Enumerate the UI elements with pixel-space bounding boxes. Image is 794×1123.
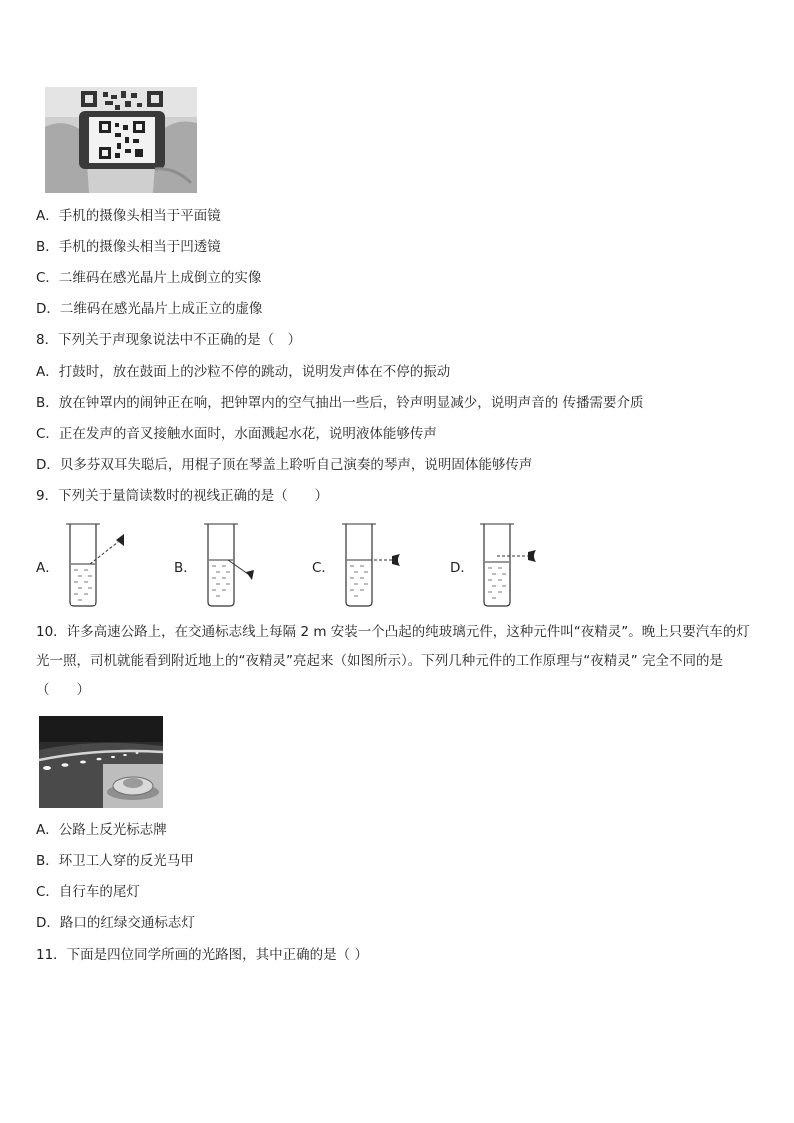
q9-option-b-label: B． (174, 560, 197, 576)
q10-option-b[interactable]: B．环卫工人穿的反光马甲 (36, 853, 194, 869)
q9-option-c[interactable] (312, 520, 442, 610)
q9-option-d[interactable] (450, 520, 580, 610)
night-road-photo (39, 716, 163, 808)
q9-stem: 9．下列关于量筒读数时的视线正确的是（ ） (36, 488, 329, 504)
q9-option-d-label: D． (450, 560, 474, 576)
q10-option-a[interactable]: A．公路上反光标志牌 (36, 822, 167, 838)
cylinder-eye-high-icon (474, 520, 574, 610)
q7-option-d[interactable]: D．二维码在感光晶片上成正立的虚像 (36, 301, 263, 317)
q8-stem: 8．下列关于声现象说法中不正确的是（ ） (36, 332, 302, 348)
qr-phone-photo (45, 87, 197, 193)
q11-stem: 11．下面是四位同学所画的光路图，其中正确的是（ ） (36, 947, 368, 963)
q9-option-a[interactable] (36, 520, 166, 610)
q10-option-d[interactable]: D．路口的红绿交通标志灯 (36, 915, 195, 931)
q7-option-a[interactable]: A．手机的摄像头相当于平面镜 (36, 208, 221, 224)
q7-option-c[interactable]: C．二维码在感光晶片上成倒立的实像 (36, 270, 262, 286)
q7-option-b[interactable]: B．手机的摄像头相当于凹透镜 (36, 239, 221, 255)
q8-option-c[interactable]: C．正在发声的音叉接触水面时，水面溅起水花，说明液体能够传声 (36, 426, 437, 442)
q9-option-b[interactable] (174, 520, 304, 610)
q10-option-c[interactable]: C．自行车的尾灯 (36, 884, 140, 900)
q8-option-a[interactable]: A．打鼓时，放在鼓面上的沙粒不停的跳动，说明发声体在不停的振动 (36, 364, 451, 380)
cylinder-eye-level-icon (336, 520, 436, 610)
q9-option-c-label: C． (312, 560, 335, 576)
cylinder-eye-below-icon (198, 520, 298, 610)
cylinder-eye-above-icon (60, 520, 160, 610)
q8-option-b[interactable]: B．放在钟罩内的闹钟正在响，把钟罩内的空气抽出一些后，铃声明显减少，说明声音的 传播需要介质 (36, 395, 644, 411)
q8-option-d[interactable]: D．贝多芬双耳失聪后，用棍子顶在琴盖上聆听自己演奏的琴声，说明固体能够传声 (36, 457, 533, 473)
q9-option-a-label: A． (36, 560, 59, 576)
q9-options (36, 520, 596, 610)
q10-stem: 10．许多高速公路上，在交通标志线上每隔 2 m 安装一个凸起的纯玻璃元件，这种元件叫“夜精灵”。晚上只要汽车的灯光一照，司机就能看到附近地上的“夜精灵”亮起来（如图所示）。下列几种元件的工作原理与“夜精灵” 完全不同的是（ ） (36, 624, 750, 698)
